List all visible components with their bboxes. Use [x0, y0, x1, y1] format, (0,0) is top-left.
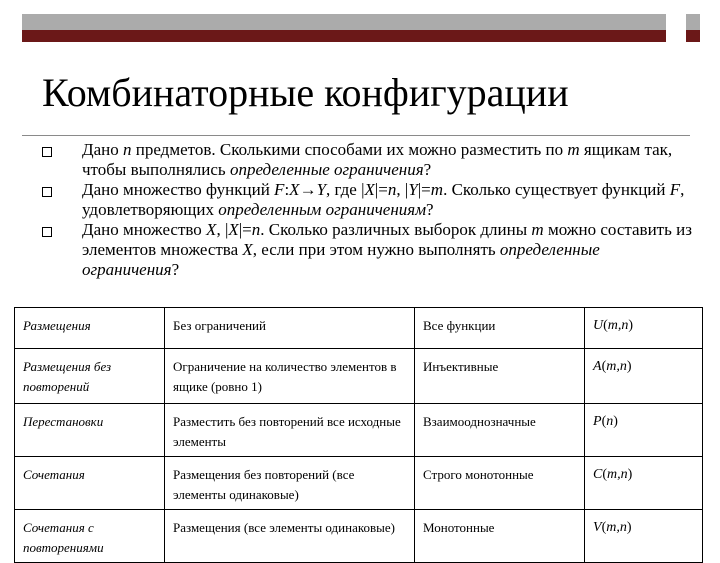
bullet-list	[40, 140, 700, 280]
title-divider	[22, 135, 690, 136]
function-class: Строго монотонные	[415, 457, 585, 510]
function-class: Все функции	[415, 308, 585, 349]
configuration-restriction: Без ограничений	[165, 308, 415, 349]
configuration-formula: V(m,n)	[585, 510, 703, 563]
configuration-name: Перестановки	[15, 404, 165, 457]
table-row	[15, 510, 703, 563]
bullet-item	[40, 180, 700, 220]
bullet-text: Дано n предметов. Сколькими способами их можно разместить по m ящикам так, чтобы выполнялись определенные ограничения?	[82, 140, 673, 179]
bullet-text: Дано множество X, |X|=n. Сколько различных выборок длины m можно составить из элементов множества X, если при этом нужно выполнять определенные ограничения?	[82, 220, 692, 279]
configuration-restriction: Ограничение на количество элементов в ящике (ровно 1)	[165, 349, 415, 404]
slide-title: Комбинаторные конфигурации	[42, 70, 569, 115]
bullet-item	[40, 220, 700, 280]
header-bar-grey	[22, 14, 666, 30]
table-row	[15, 404, 703, 457]
configuration-formula: P(n)	[585, 404, 703, 457]
square-bullet-icon	[42, 147, 52, 157]
configurations-table	[14, 307, 703, 563]
configuration-formula: U(m,n)	[585, 308, 703, 349]
table-row	[15, 457, 703, 510]
function-class: Взаимооднозначные	[415, 404, 585, 457]
square-bullet-icon	[42, 227, 52, 237]
table-row	[15, 349, 703, 404]
configuration-name: Размещения	[15, 308, 165, 349]
function-class: Инъективные	[415, 349, 585, 404]
header-bar-red	[22, 30, 666, 42]
function-class: Монотонные	[415, 510, 585, 563]
bullet-item	[40, 140, 700, 180]
bullet-text: Дано множество функций F:X→Y, где |X|=n, |Y|=m. Сколько существует функций F, удовлетворяющих определенным ограничениям?	[82, 180, 685, 219]
header-square-red	[686, 30, 700, 42]
configuration-name: Сочетания с повторениями	[15, 510, 165, 563]
configuration-restriction: Разместить без повторений все исходные элементы	[165, 404, 415, 457]
square-bullet-icon	[42, 187, 52, 197]
configuration-name: Размещения без повторений	[15, 349, 165, 404]
configuration-restriction: Размещения (все элементы одинаковые)	[165, 510, 415, 563]
configuration-formula: C(m,n)	[585, 457, 703, 510]
configuration-name: Сочетания	[15, 457, 165, 510]
configuration-restriction: Размещения без повторений (все элементы одинаковые)	[165, 457, 415, 510]
configuration-formula: A(m,n)	[585, 349, 703, 404]
header-square-grey	[686, 14, 700, 30]
table-row	[15, 308, 703, 349]
